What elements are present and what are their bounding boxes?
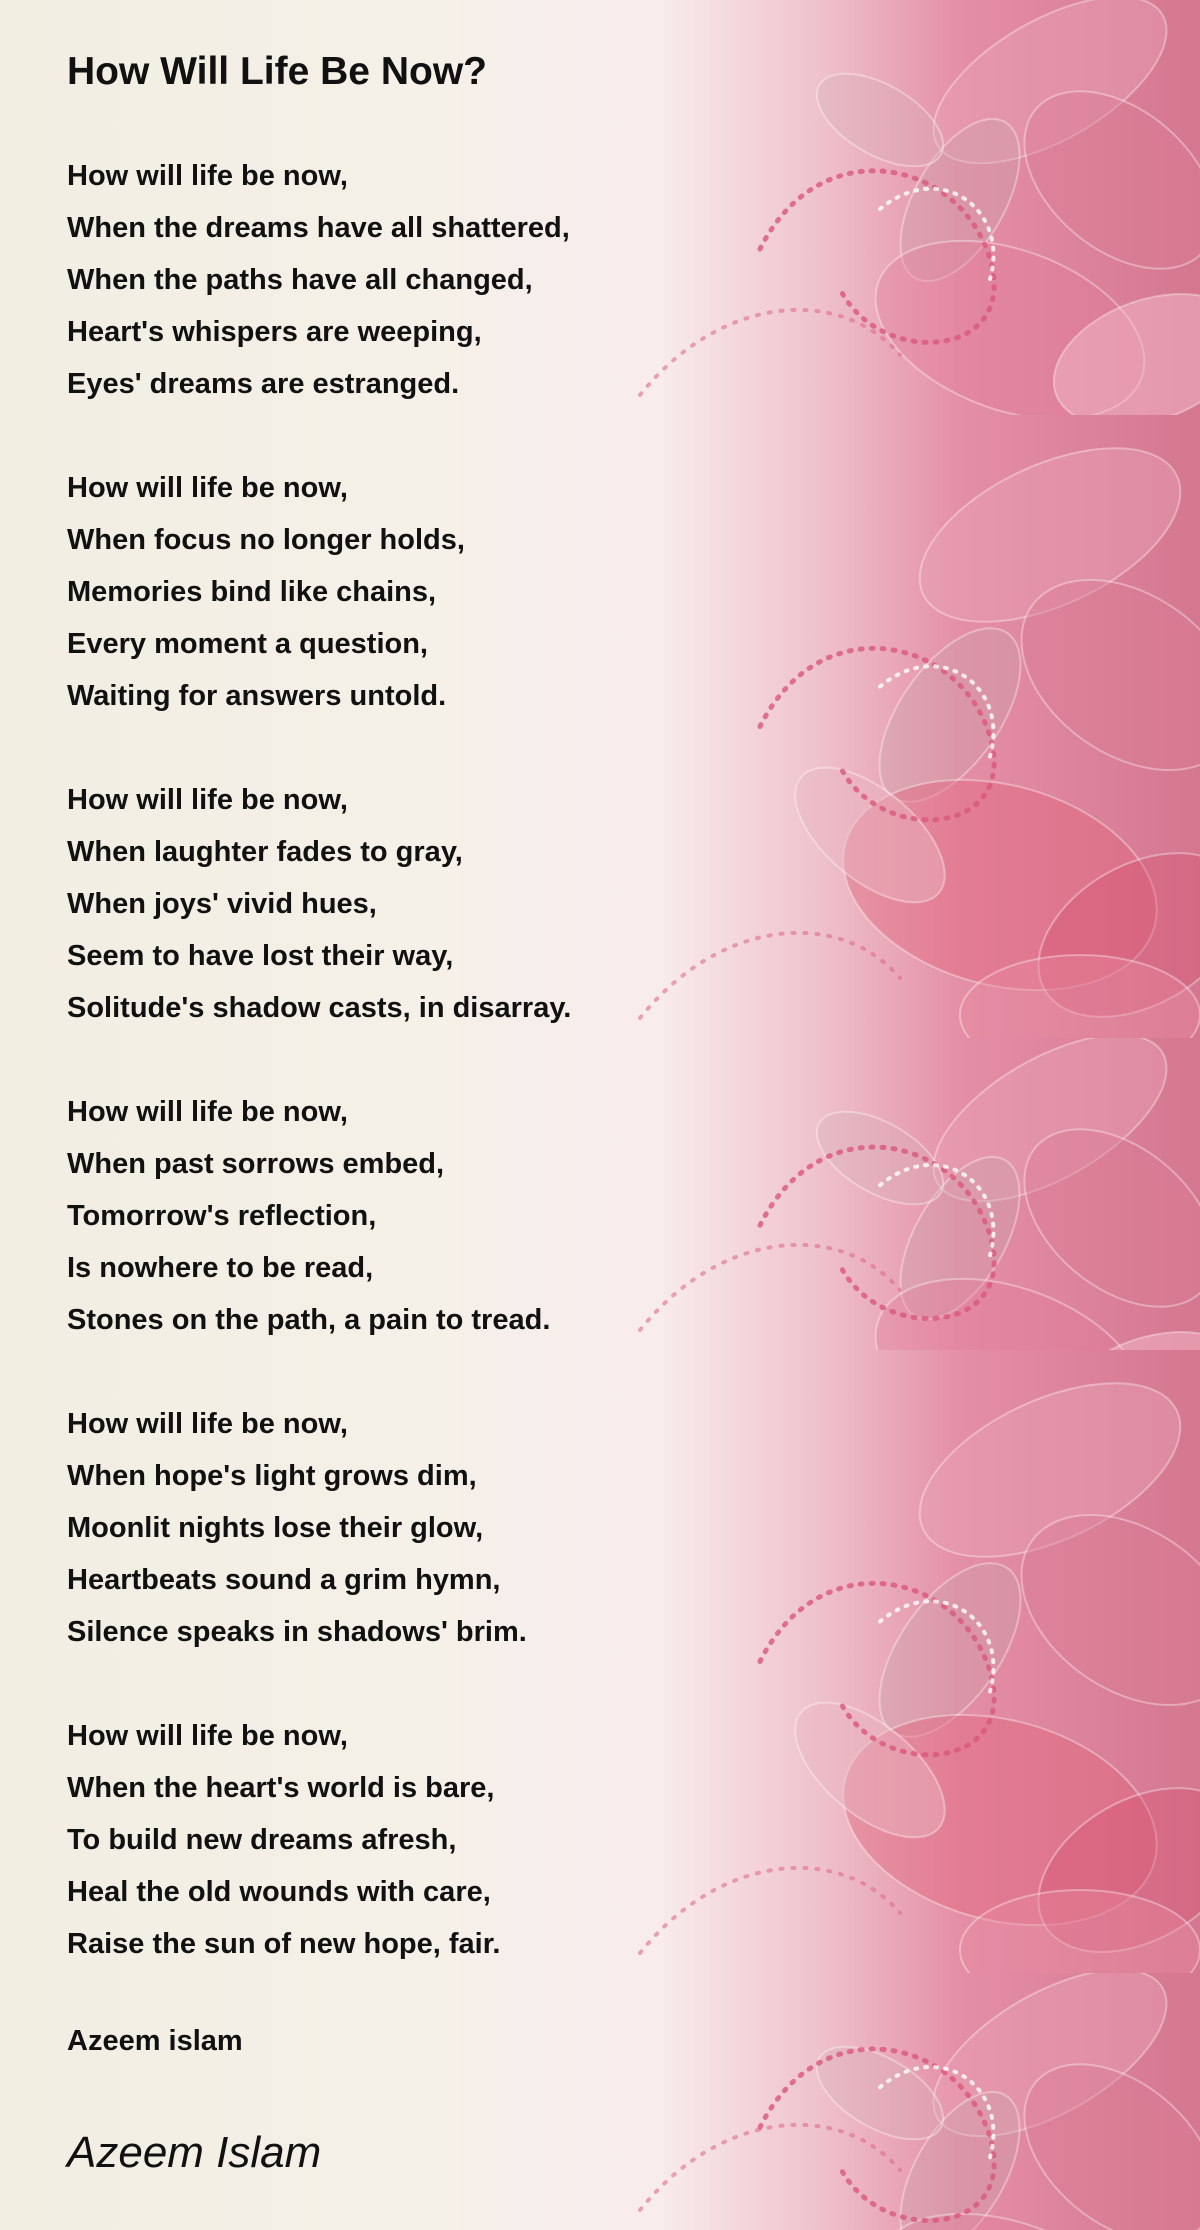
poem-line: How will life be now, [67, 784, 348, 816]
poem-line: Heart's whispers are weeping, [67, 316, 482, 348]
stanza-5 [67, 1398, 527, 1658]
poem-line: Stones on the path, a pain to tread. [67, 1304, 551, 1336]
poem-line: Solitude's shadow casts, in disarray. [67, 992, 572, 1024]
stanza-4 [67, 1086, 550, 1346]
poem-line: Eyes' dreams are estranged. [67, 368, 460, 400]
poem-line: Raise the sun of new hope, fair. [67, 1928, 501, 1960]
poem-line: When hope's light grows dim, [67, 1460, 477, 1492]
poem-line: When focus no longer holds, [67, 524, 465, 556]
poem-line: When the dreams have all shattered, [67, 212, 570, 244]
poem-line: Is nowhere to be read, [67, 1252, 374, 1284]
stanza-3 [67, 774, 571, 1034]
poem-line: Heal the old wounds with care, [67, 1876, 491, 1908]
poem-line: To build new dreams afresh, [67, 1824, 457, 1856]
poem-line: When the paths have all changed, [67, 264, 533, 296]
poem-line: How will life be now, [67, 1408, 348, 1440]
author-name: Azeem islam [67, 2025, 243, 2057]
poem-line: How will life be now, [67, 1096, 348, 1128]
poem-line: Heartbeats sound a grim hymn, [67, 1564, 501, 1596]
poem-line: When joys' vivid hues, [67, 888, 377, 920]
poem-line: How will life be now, [67, 472, 348, 504]
poem-line: Silence speaks in shadows' brim. [67, 1616, 527, 1648]
poem-line: How will life be now, [67, 1720, 348, 1752]
poem-line: When past sorrows embed, [67, 1148, 445, 1180]
poem-line: When the heart's world is bare, [67, 1772, 495, 1804]
poem-line: Every moment a question, [67, 628, 428, 660]
poem-line: Moonlit nights lose their glow, [67, 1512, 484, 1544]
poem-line: How will life be now, [67, 160, 348, 192]
poem-line: When laughter fades to gray, [67, 836, 463, 868]
poem-line: Seem to have lost their way, [67, 940, 454, 972]
stanza-1 [67, 150, 570, 410]
stanza-2 [67, 462, 465, 722]
poem-title: How Will Life Be Now? [67, 50, 487, 93]
poem-line: Waiting for answers untold. [67, 680, 447, 712]
poem-line: Memories bind like chains, [67, 576, 437, 608]
author-signature: Azeem Islam [67, 2128, 322, 2177]
stanza-6 [67, 1710, 500, 1970]
poem-line: Tomorrow's reflection, [67, 1200, 377, 1232]
